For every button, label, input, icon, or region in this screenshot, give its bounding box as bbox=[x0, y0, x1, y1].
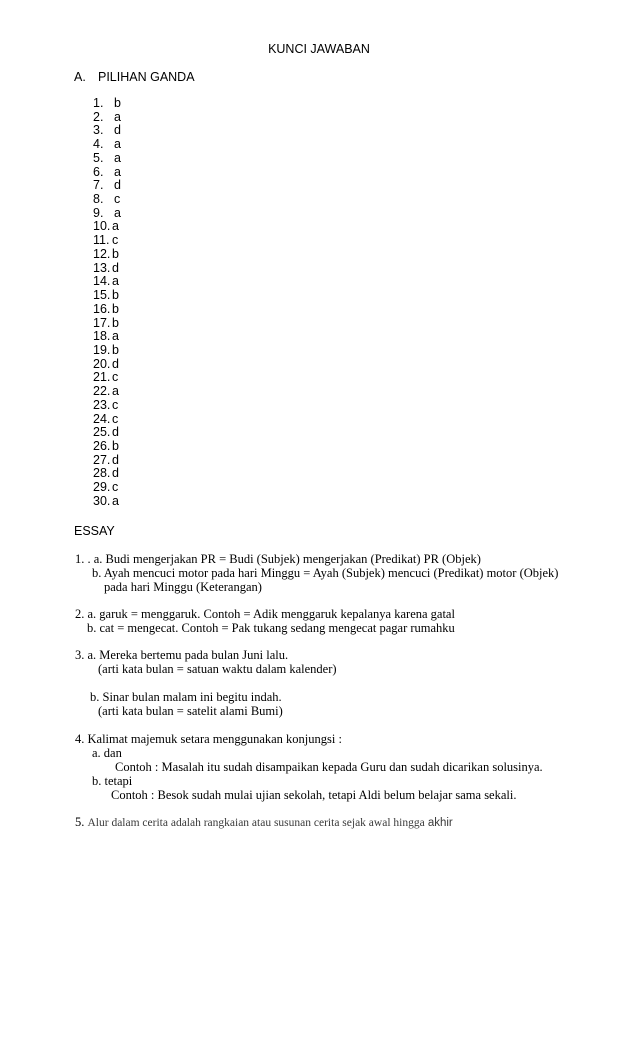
essay-q1-b-continued: pada hari Minggu (Keterangan) bbox=[104, 580, 262, 594]
answer-item bbox=[93, 385, 121, 399]
answer-item bbox=[93, 220, 121, 234]
answer-item bbox=[93, 152, 121, 166]
answer-number: 11. bbox=[93, 233, 110, 248]
answer-number: 26. bbox=[93, 438, 111, 453]
essay-q2-b: b. cat = mengecat. Contoh = Pak tukang sedang mengecat pagar rumahku bbox=[87, 621, 455, 635]
answer-item bbox=[93, 426, 121, 440]
essay-q5-number: 5. bbox=[75, 815, 85, 829]
essay-q3-a-note: (arti kata bulan = satuan waktu dalam kalender) bbox=[98, 662, 337, 676]
answer-number: 7. bbox=[93, 178, 104, 193]
answer-number: 9. bbox=[93, 205, 104, 220]
essay-q4-a: a. dan bbox=[92, 746, 122, 760]
answer-number: 16. bbox=[93, 301, 111, 316]
answer-letter: c bbox=[112, 480, 119, 495]
answer-number: 6. bbox=[93, 164, 104, 179]
answer-number: 29. bbox=[93, 480, 111, 495]
answer-number: 18. bbox=[93, 329, 111, 344]
answer-letter: a bbox=[112, 384, 119, 399]
answer-number: 21. bbox=[93, 370, 111, 385]
answer-letter: c bbox=[114, 192, 121, 207]
answer-letter: b bbox=[112, 246, 119, 261]
answer-letter: a bbox=[114, 150, 121, 165]
answer-letter: a bbox=[114, 137, 121, 152]
answer-item bbox=[93, 330, 121, 344]
answer-letter: d bbox=[114, 178, 121, 193]
answer-number: 17. bbox=[93, 315, 111, 330]
answer-item bbox=[93, 275, 121, 289]
answer-letter: a bbox=[112, 274, 119, 289]
essay-q4-b: b. tetapi bbox=[92, 774, 133, 788]
answer-item bbox=[93, 193, 121, 207]
essay-q3-b-note: (arti kata bulan = satelit alami Bumi) bbox=[98, 704, 283, 718]
answer-letter: d bbox=[112, 356, 119, 371]
answer-number: 14. bbox=[93, 274, 111, 289]
answer-item bbox=[93, 166, 121, 180]
multiple-choice-answer-list bbox=[93, 97, 121, 509]
answer-letter: a bbox=[112, 219, 119, 234]
answer-letter: c bbox=[112, 233, 119, 248]
essay-heading: ESSAY bbox=[74, 524, 115, 538]
answer-letter: c bbox=[112, 411, 119, 426]
answer-letter: d bbox=[112, 452, 119, 467]
essay-q5-text: Alur dalam cerita adalah rangkaian atau susunan cerita sejak awal hingga bbox=[87, 817, 425, 829]
answer-item bbox=[93, 371, 121, 385]
answer-letter: c bbox=[112, 397, 119, 412]
answer-item bbox=[93, 317, 121, 331]
essay-q3-b: b. Sinar bulan malam ini begitu indah. bbox=[90, 690, 282, 704]
section-a-heading bbox=[74, 70, 195, 84]
answer-letter: d bbox=[112, 425, 119, 440]
essay-q3-a: 3. a. Mereka bertemu pada bulan Juni lalu. bbox=[75, 648, 289, 662]
essay-q1-b: b. Ayah mencuci motor pada hari Minggu = Ayah (Subjek) mencuci (Predikat) motor (Objek) bbox=[92, 566, 559, 580]
answer-item bbox=[93, 138, 121, 152]
answer-number: 20. bbox=[93, 356, 111, 371]
answer-number: 10. bbox=[93, 219, 111, 234]
answer-number: 15. bbox=[93, 288, 111, 303]
answer-number: 25. bbox=[93, 425, 111, 440]
answer-item bbox=[93, 440, 121, 454]
answer-item bbox=[93, 413, 121, 427]
essay-q4-b-example: Contoh : Besok sudah mulai ujian sekolah, tetapi Aldi belum belajar sama sekali. bbox=[111, 788, 517, 802]
answer-letter: a bbox=[112, 329, 119, 344]
section-a-title: PILIHAN GANDA bbox=[98, 70, 195, 84]
answer-letter: c bbox=[112, 370, 119, 385]
answer-item bbox=[93, 495, 121, 509]
answer-letter: b bbox=[112, 301, 119, 316]
answer-item bbox=[93, 303, 121, 317]
answer-letter: d bbox=[114, 123, 121, 138]
essay-q4-a-example: Contoh : Masalah itu sudah disampaikan kepada Guru dan sudah dicarikan solusinya. bbox=[115, 760, 543, 774]
answer-letter: a bbox=[114, 109, 121, 124]
answer-item bbox=[93, 234, 121, 248]
document-title: KUNCI JAWABAN bbox=[268, 42, 370, 56]
answer-number: 24. bbox=[93, 411, 111, 426]
answer-number: 19. bbox=[93, 342, 111, 357]
answer-number: 2. bbox=[93, 109, 104, 124]
essay-q4-intro: 4. Kalimat majemuk setara menggunakan konjungsi : bbox=[75, 732, 342, 746]
essay-q5-last-word: akhir bbox=[427, 817, 453, 829]
answer-item bbox=[93, 454, 121, 468]
answer-item bbox=[93, 399, 121, 413]
answer-letter: a bbox=[114, 164, 121, 179]
essay-q1-a: 1. . a. Budi mengerjakan PR = Budi (Subjek) mengerjakan (Predikat) PR (Objek) bbox=[75, 552, 481, 566]
answer-item bbox=[93, 358, 121, 372]
answer-letter: b bbox=[112, 288, 119, 303]
answer-number: 23. bbox=[93, 397, 111, 412]
answer-letter: b bbox=[112, 342, 119, 357]
answer-number: 4. bbox=[93, 137, 104, 152]
answer-letter: b bbox=[112, 438, 119, 453]
answer-number: 28. bbox=[93, 466, 111, 481]
answer-number: 13. bbox=[93, 260, 111, 275]
answer-item bbox=[93, 467, 121, 481]
answer-number: 27. bbox=[93, 452, 111, 467]
answer-number: 5. bbox=[93, 150, 104, 165]
answer-item bbox=[93, 179, 121, 193]
answer-letter: d bbox=[112, 260, 119, 275]
answer-item bbox=[93, 344, 121, 358]
essay-q5 bbox=[75, 815, 453, 830]
answer-item bbox=[93, 248, 121, 262]
answer-item bbox=[93, 481, 121, 495]
answer-item bbox=[93, 124, 121, 138]
answer-number: 30. bbox=[93, 493, 111, 508]
section-a-letter: A. bbox=[74, 70, 86, 84]
answer-item bbox=[93, 97, 121, 111]
answer-number: 8. bbox=[93, 192, 104, 207]
answer-number: 12. bbox=[93, 246, 111, 261]
answer-number: 1. bbox=[93, 96, 104, 110]
answer-item bbox=[93, 111, 121, 125]
answer-number: 3. bbox=[93, 123, 104, 138]
answer-number: 22. bbox=[93, 384, 111, 399]
essay-q2-a: 2. a. garuk = menggaruk. Contoh = Adik menggaruk kepalanya karena gatal bbox=[75, 607, 455, 621]
answer-letter: a bbox=[114, 205, 121, 220]
answer-item bbox=[93, 262, 121, 276]
answer-letter: b bbox=[114, 96, 121, 110]
answer-letter: a bbox=[112, 493, 119, 508]
answer-letter: b bbox=[112, 315, 119, 330]
answer-item bbox=[93, 289, 121, 303]
answer-letter: d bbox=[112, 466, 119, 481]
answer-item bbox=[93, 207, 121, 221]
